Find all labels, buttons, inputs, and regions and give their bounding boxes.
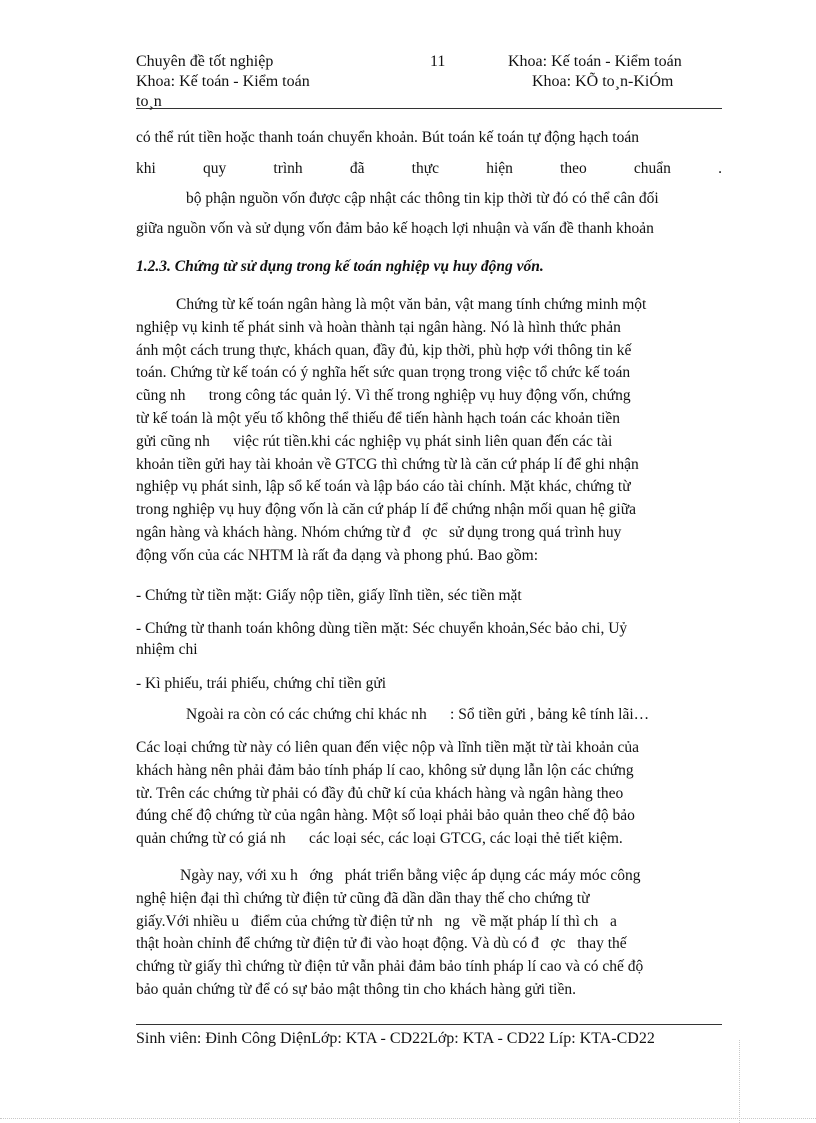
intro-word: theo: [560, 160, 587, 177]
paragraph-3: [136, 737, 722, 851]
page-bottom-edge: [0, 1118, 816, 1119]
paragraph-line: từ. Trên các chứng từ phải có đầy đủ chữ kí của khách hàng và ngân hàng theo: [136, 784, 624, 802]
header-left-line3: to¸n: [136, 93, 162, 110]
paragraph-line: ánh một cách trung thực, khách quan, đầy đủ, kịp thời, phù hợp với thông tin kế: [136, 341, 632, 359]
paragraph-line: từ kế toán là một yếu tố không thể thiếu để tiến hành hạch toán các khoản tiền: [136, 409, 621, 427]
paragraph-line: thật hoàn chỉnh để chứng từ điện tử đi vào hoạt động. Và dù có đ ợc thay thế: [136, 935, 627, 953]
intro-word: .: [718, 160, 722, 177]
intro-line2: [136, 159, 722, 179]
paragraph-line: nghệ hiện đại thì chứng từ điện tử cũng đã dần dần thay thế cho chứng từ: [136, 889, 590, 907]
list-item-3: - Kì phiếu, trái phiếu, chứng chỉ tiền gửi: [136, 675, 387, 692]
paragraph-line: Các loại chứng từ này có liên quan đến việc nộp và lĩnh tiền mặt từ tài khoản của: [136, 739, 639, 756]
section-heading: 1.2.3. Chứng từ sử dụng trong kế toán nghiệp vụ huy động vốn.: [136, 258, 544, 275]
paragraph-line: nghiệp vụ kinh tế phát sinh và hoàn thành tại ngân hàng. Nó là hình thức phản: [136, 318, 621, 336]
paragraph-2: Ngoài ra còn có các chứng chỉ khác nh : Sổ tiền gửi , bảng kê tính lãi…: [186, 706, 650, 723]
paragraph-line: khách hàng nên phải đảm bảo tính pháp lí cao, không sử dụng lẫn lộn các chứng: [136, 761, 634, 779]
list-item-2-line1: - Chứng từ thanh toán không dùng tiền mặt: Séc chuyển khoản,Séc bảo chi, Uỷ: [136, 620, 628, 637]
list-item-2-line2: nhiệm chi: [136, 641, 198, 658]
paragraph-line: nghiệp vụ phát sinh, lập sổ kế toán và lập báo cáo tài chính. Mặt khác, chứng từ: [136, 478, 631, 496]
intro-word: trình: [273, 160, 303, 177]
paragraph-line: cũng nh trong công tác quản lý. Vì thế trong nghiệp vụ huy động vốn, chứng: [136, 387, 631, 405]
header-left-line2: Khoa: Kế toán - Kiểm toán: [136, 73, 310, 90]
footer-text: Sinh viên: Đinh Công DiệnLớp: KTA - CD22Lớp: KTA - CD22 Líp: KTA-CD22: [136, 1030, 655, 1047]
paragraph-4: [136, 865, 722, 1002]
page-edge-marker: [739, 1040, 740, 1123]
paragraph-line: giấy.Với nhiều u điểm của chứng từ điện tử nh ng về mặt pháp lí thì ch a: [136, 912, 617, 930]
list-item-1: - Chứng từ tiền mặt: Giấy nộp tiền, giấy lĩnh tiền, séc tiền mặt: [136, 587, 522, 604]
paragraph-line: ngân hàng và khách hàng. Nhóm chứng từ đ ợc sử dụng trong quá trình huy: [136, 523, 622, 541]
intro-word: đã: [349, 160, 365, 177]
paragraph-line: quản chứng từ có giá nh các loại séc, các loại GTCG, các loại thẻ tiết kiệm.: [136, 830, 623, 848]
paragraph-line: bảo quản chứng từ để có sự bảo mật thông tin cho khách hàng gửi tiền.: [136, 980, 576, 998]
header-page-number: 11: [430, 53, 446, 70]
paragraph-line: toán. Chứng từ kế toán có ý nghĩa hết sức quan trọng trong việc tổ chức kế toán: [136, 364, 631, 382]
paragraph-line: Ngày nay, với xu h ớng phát triển bằng việc áp dụng các máy móc công: [180, 867, 641, 884]
paragraph-line: gửi cũng nh việc rút tiền.khi các nghiệp vụ phát sinh liên quan đến các tài: [136, 432, 613, 450]
intro-line3: bộ phận nguồn vốn được cập nhật các thông tin kịp thời từ đó có thể cân đối: [186, 190, 659, 207]
header-rule: [136, 108, 722, 109]
header-right-line1: Khoa: Kế toán - Kiểm toán: [508, 53, 682, 70]
paragraph-line: động vốn của các NHTM là rất đa dạng và phong phú. Bao gồm:: [136, 546, 539, 564]
paragraph-line: khoản tiền gửi hay tài khoản về GTCG thì chứng từ là căn cứ pháp lí để ghi nhận: [136, 455, 639, 473]
paragraph-line: Chứng từ kế toán ngân hàng là một văn bản, vật mang tính chứng minh một: [176, 296, 647, 313]
header-right-line2: Khoa: KÕ to¸n-KiÓm: [532, 73, 674, 90]
intro-word: khi: [136, 160, 156, 177]
intro-word: chuẩn: [633, 160, 671, 177]
paragraph-1: [136, 294, 722, 568]
header-left-line1: Chuyên đề tốt nghiệp: [136, 53, 274, 70]
intro-word: quy: [202, 160, 227, 177]
intro-word: hiện: [486, 160, 513, 177]
footer-rule: [136, 1024, 722, 1025]
intro-word: thực: [411, 160, 440, 177]
paragraph-line: chứng từ giấy thì chứng từ điện tử vẫn phải đảm bảo tính pháp lí cao và có chế độ: [136, 958, 644, 976]
intro-line4: giữa nguồn vốn và sử dụng vốn đảm bảo kế hoạch lợi nhuận và vấn đề thanh khoản: [136, 220, 654, 237]
paragraph-line: đúng chế độ chứng từ của ngân hàng. Một số loại phải bảo quản theo chế độ bảo: [136, 807, 635, 825]
paragraph-line: trong nghiệp vụ huy động vốn là căn cứ pháp lí để chứng nhận mối quan hệ giữa: [136, 501, 636, 519]
intro-line1: có thể rút tiền hoặc thanh toán chuyển khoản. Bút toán kế toán tự động hạch toán: [136, 129, 639, 146]
